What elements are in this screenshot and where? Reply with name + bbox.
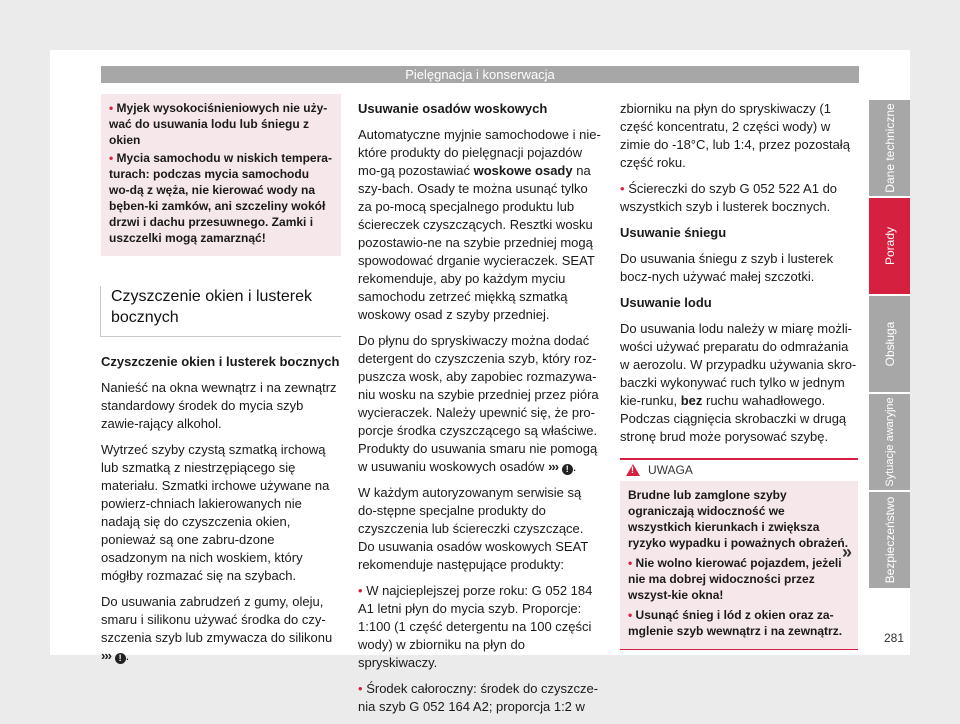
warning-header: !UWAGA bbox=[620, 458, 858, 481]
list-item: • Ściereczki do szyb G 052 522 A1 do wszystkich szyb i lusterek bocznych. bbox=[620, 181, 838, 214]
paragraph: Automatyczne myjnie samochodowe i nie-które produkty do pielęgnacji pojazdów mo-gą pozostawiać woskowe osady na szy-bach. Osady te można usunąć tylko za po-mocą specjalnego produktu lub ściereczek czyszczących. Resztki wosku pozostawio-ne na szybie przedniej mogą spowodować drganie wycieraczek. SEAT rekomenduje, aby po każdym myciu samochodu zetrzeć miękką szmatką woskowy osad z szyby przedniej. bbox=[358, 127, 601, 322]
warning-body bbox=[620, 481, 858, 649]
paragraph: zbiorniku na płyn do spryskiwaczy (1 część koncentratu, 2 części wody) w zimie do -18°C, lub 1:4, przez pozostałą część roku. bbox=[620, 101, 850, 170]
column-1 bbox=[101, 94, 341, 673]
warning-ref-icon: ! bbox=[562, 464, 573, 475]
bullet-icon: • bbox=[109, 151, 114, 165]
paragraph: Wytrzeć szyby czystą szmatką irchową lub szmatką z niestrzępiącego się materiału. Szmatki irchowe używane na powierz-chniach lakierowanych nie nadają się do czyszczenia okien, ponieważ są one zabru-dzone osadzonym na nich woskiem, który mógłby rozmazać się na szybach. bbox=[101, 442, 330, 583]
column-2 bbox=[358, 100, 602, 724]
bullet-icon: • bbox=[628, 608, 633, 622]
warning-box bbox=[620, 458, 858, 650]
list-item: • W najcieplejszej porze roku: G 052 184 A1 letni płyn do mycia szyb. Proporcje: 1:100 (1 część detergentu na 100 części wody) w zbiorniku na płyn do spryskiwaczy. bbox=[358, 583, 593, 670]
page-number: 281 bbox=[883, 631, 904, 645]
bullet-icon: • bbox=[109, 101, 114, 115]
tip-item: • Myjek wysokociśnieniowych nie uży-wać do usuwania lodu lub śniegu z okien bbox=[109, 101, 328, 147]
continue-arrow-icon[interactable]: » bbox=[842, 542, 853, 562]
bullet-icon: • bbox=[620, 181, 625, 196]
subheading: Usuwanie lodu bbox=[620, 295, 712, 310]
subheading: Usuwanie śniegu bbox=[620, 225, 727, 240]
warning-item: • Nie wolno kierować pojazdem, jeżeli nie ma dobrej widoczności przez wszyst-kie okna! bbox=[628, 556, 842, 602]
bullet-icon: • bbox=[358, 583, 363, 598]
section-title: Czyszczenie okien i lusterek bocznych bbox=[100, 286, 341, 337]
tip-item: • Mycia samochodu w niskich tempera-turach: podczas mycia samochodu wo-dą z węża, nie kierować wody na bęben-ki zamków, ani szczeliny wokół drzwi i dachu przesuwnego. Zamki i uszczelki mogą zamarznąć! bbox=[109, 151, 332, 245]
subheading: Usuwanie osadów woskowych bbox=[358, 101, 548, 116]
paragraph: Do usuwania śniegu z szyb i lusterek bocz-nych używać małej szczotki. bbox=[620, 251, 834, 284]
paragraph: W każdym autoryzowanym serwisie są do-stępne specjalne produkty do czyszczenia lub ściereczki czyszczące. Do usuwania osadów woskowych SEAT rekomenduje następujące produkty: bbox=[358, 485, 589, 572]
paragraph: Do usuwania lodu należy w miarę możli-wości używać preparatu do odmrażania w aerozolu. W przypadku używania skro-baczki wykonywać ruch tylko w jednym kie-runku, bez ruchu wahadłowego. Podczas ciągnięcia skrobaczki w drugą stronę brud może porysować szybę. bbox=[620, 321, 857, 444]
tab-obsluga[interactable]: Obsługa bbox=[869, 296, 910, 392]
column-3 bbox=[620, 100, 858, 650]
bullet-icon: • bbox=[358, 681, 363, 696]
reference-link[interactable]: ››› bbox=[548, 459, 559, 474]
paragraph: Do płynu do spryskiwaczy można dodać detergent do czyszczenia szyb, który roz-puszcza wosk, aby zapobiec rozmazywa-niu wosku na szybie przedniej przez pióra wycieraczek. Należy upewnić się, że pro-porcje środka czyszczącego są właściwe. Produkty do usuwania smaru nie pomogą w usuwaniu woskowych osadów ››› ! . bbox=[358, 333, 599, 474]
tip-box bbox=[101, 94, 341, 256]
bullet-icon: • bbox=[628, 556, 633, 570]
list-item: • Środek całoroczny: środek do czyszcze-nia szyb G 052 164 A2; proporcja 1:2 w bbox=[358, 681, 599, 714]
page-header: Pielęgnacja i konserwacja bbox=[101, 66, 859, 83]
subheading: Czyszczenie okien i lusterek bocznych bbox=[101, 354, 340, 369]
warning-item: • Usunąć śnieg i lód z okien oraz za-mglenie szyb wewnątrz i na zewnątrz. bbox=[628, 608, 843, 638]
warning-triangle-icon bbox=[626, 464, 640, 476]
tab-bezpieczenstwo[interactable]: Bezpieczeństwo bbox=[869, 492, 910, 588]
warning-ref-icon: ! bbox=[115, 653, 126, 664]
tab-porady[interactable]: Porady bbox=[869, 198, 910, 294]
paragraph: Do usuwania zabrudzeń z gumy, oleju, smaru i silikonu używać środka do czy-szczenia szyb lub zmywacza do silikonu ››› ! . bbox=[101, 594, 333, 663]
tab-dane-techniczne[interactable]: Dane techniczne bbox=[869, 100, 910, 196]
paragraph: Nanieść na okna wewnątrz i na zewnątrz standardowy środek do mycia szyb zawie-rający alkohol. bbox=[101, 380, 337, 431]
tab-sytuacje-awaryjne[interactable]: Sytuacje awaryjne bbox=[869, 394, 910, 490]
reference-link[interactable]: ››› bbox=[101, 648, 111, 663]
warning-intro: Brudne lub zamglone szyby ograniczają widoczność we wszystkich kierunkach i zwiększa ryzyko wypadku i poważnych obrażeń. bbox=[628, 488, 849, 550]
